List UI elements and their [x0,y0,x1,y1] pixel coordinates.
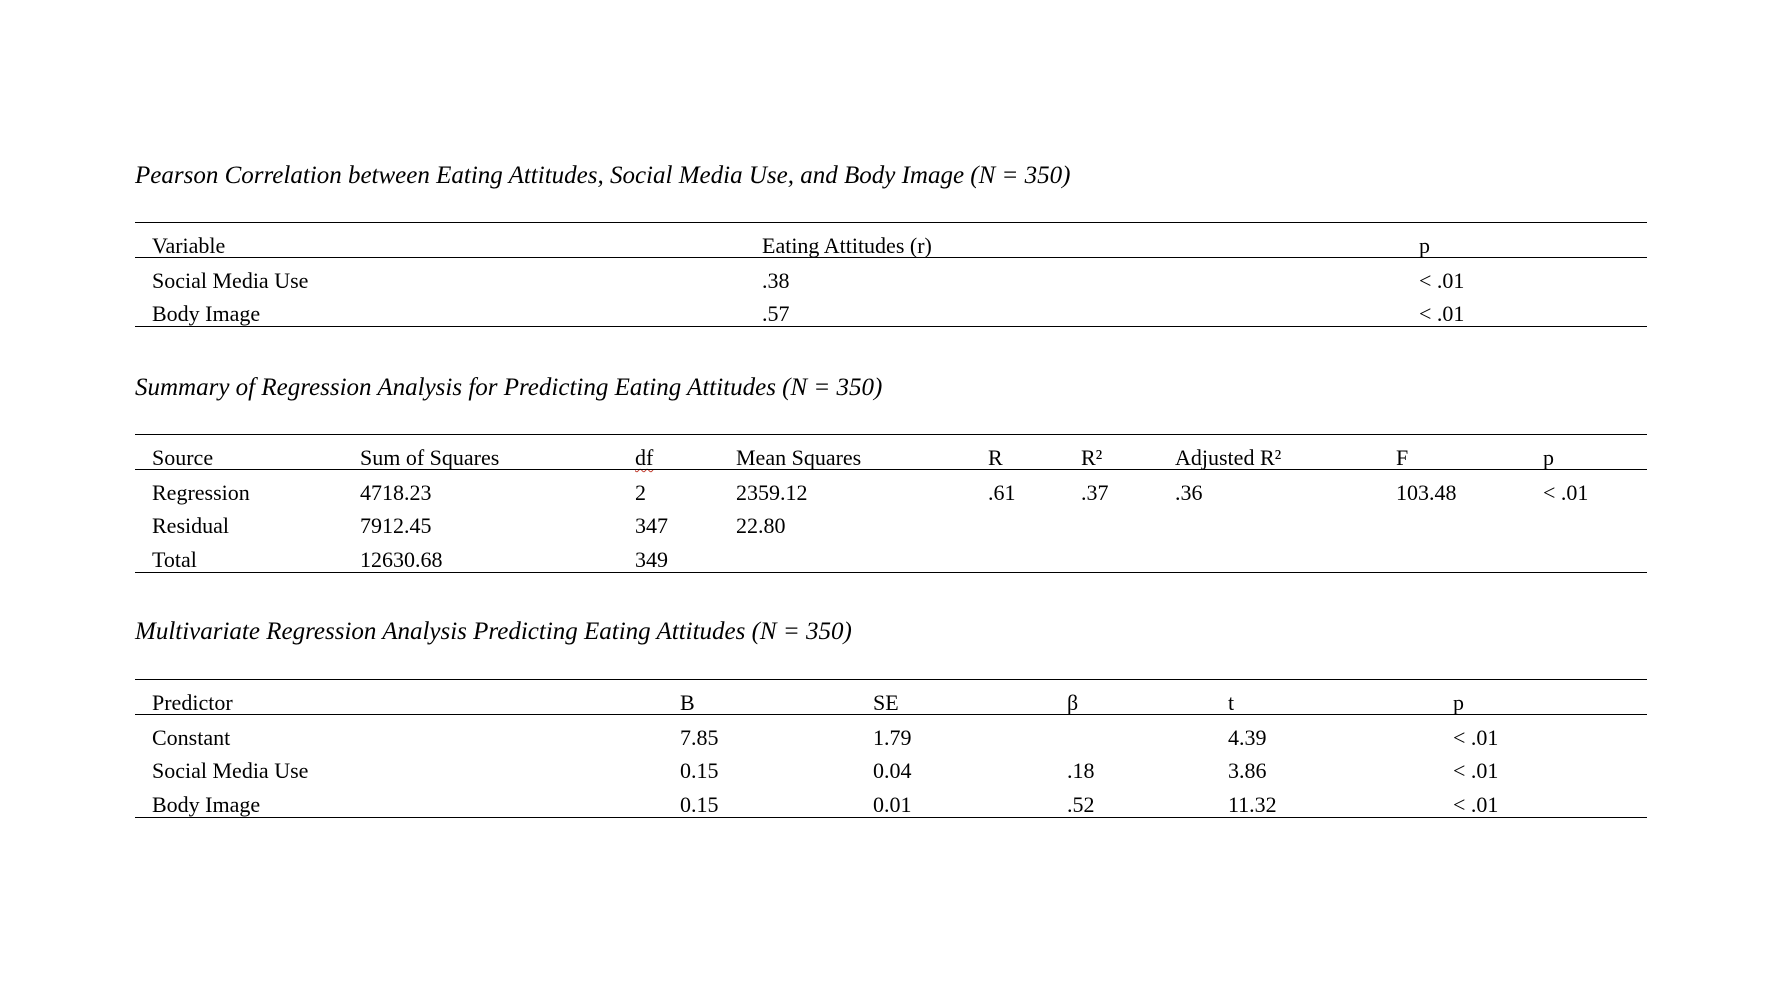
table2-row-regression-adj-r2: .36 [1175,480,1203,505]
table3-caption: Multivariate Regression Analysis Predicting Eating Attitudes (N = 350) [135,618,852,645]
table3-header-t: t [1228,690,1235,715]
table1-bottom-rule [135,326,1647,327]
table1-header-eating-attitudes: Eating Attitudes (r) [762,233,932,258]
table3-row-social-media-b: 0.15 [680,758,719,783]
table3-row-social-media-se: 0.04 [873,758,912,783]
table2-row-total-source: Total [152,547,197,572]
table3-row-constant-b: 7.85 [680,725,719,750]
table3-row-body-image-predictor: Body Image [152,792,261,817]
table2-header-p: p [1543,445,1554,470]
table3-row-constant-t: 4.39 [1228,725,1267,750]
table3-row-social-media-t: 3.86 [1228,758,1267,783]
table3-header-predictor: Predictor [152,690,233,715]
table2-caption: Summary of Regression Analysis for Predicting Eating Attitudes (N = 350) [135,374,883,401]
table2-top-rule [135,434,1647,435]
table3-row-body-image-p: < .01 [1453,792,1499,817]
table1-header-variable: Variable [152,233,226,258]
table2-row-regression-ss: 4718.23 [360,480,432,505]
table2-header-f: F [1396,445,1409,470]
table2-row-regression-ms: 2359.12 [736,480,808,505]
table1-caption: Pearson Correlation between Eating Attitudes, Social Media Use, and Body Image (N = 350) [135,162,1071,189]
table3-row-constant-p: < .01 [1453,725,1499,750]
table2-header-r-squared: R² [1081,445,1103,470]
table1-row2-variable: Body Image [152,301,261,326]
table1-row2-r: .57 [762,301,790,326]
table2-header-adjusted-r-squared: Adjusted R² [1175,445,1282,470]
table2-row-residual-ss: 7912.45 [360,513,432,538]
table2-row-residual-source: Residual [152,513,229,538]
table2-row-residual-df: 347 [635,513,668,538]
table3-header-beta: β [1067,690,1079,715]
table2-row-total-ss: 12630.68 [360,547,443,572]
table1-row1-r: .38 [762,268,790,293]
table2-header-source: Source [152,445,214,470]
table1-header-rule [135,257,1647,258]
table2-header-rule [135,469,1647,470]
table2-row-regression-df: 2 [635,480,646,505]
table3-header-p: p [1453,690,1464,715]
table2-row-residual-ms: 22.80 [736,513,786,538]
table2-header-mean-squares: Mean Squares [736,445,862,470]
table2-row-regression-r2: .37 [1081,480,1109,505]
table3-top-rule [135,679,1647,680]
table3-row-body-image-se: 0.01 [873,792,912,817]
table3-row-social-media-p: < .01 [1453,758,1499,783]
table3-header-rule [135,714,1647,715]
table3-row-body-image-b: 0.15 [680,792,719,817]
table3-row-social-media-predictor: Social Media Use [152,758,309,783]
table3-row-body-image-beta: .52 [1067,792,1095,817]
table1-row1-variable: Social Media Use [152,268,309,293]
table2-row-regression-f: 103.48 [1396,480,1457,505]
table3-bottom-rule [135,817,1647,818]
table1-row1-p: < .01 [1419,268,1465,293]
table3-header-b: B [680,690,695,715]
table2-bottom-rule [135,572,1647,573]
table1-header-p: p [1419,233,1430,258]
table2-row-regression-r: .61 [988,480,1016,505]
table1-row2-p: < .01 [1419,301,1465,326]
table3-row-constant-predictor: Constant [152,725,231,750]
table1-top-rule [135,222,1647,223]
table2-header-df: df [635,445,654,470]
table2-row-total-df: 349 [635,547,668,572]
table2-row-regression-p: < .01 [1543,480,1589,505]
table2-header-sum-of-squares: Sum of Squares [360,445,500,470]
table2-row-regression-source: Regression [152,480,250,505]
table3-row-constant-se: 1.79 [873,725,912,750]
table2-header-r: R [988,445,1003,470]
table3-row-body-image-t: 11.32 [1228,792,1277,817]
table3-row-social-media-beta: .18 [1067,758,1095,783]
table3-header-se: SE [873,690,899,715]
